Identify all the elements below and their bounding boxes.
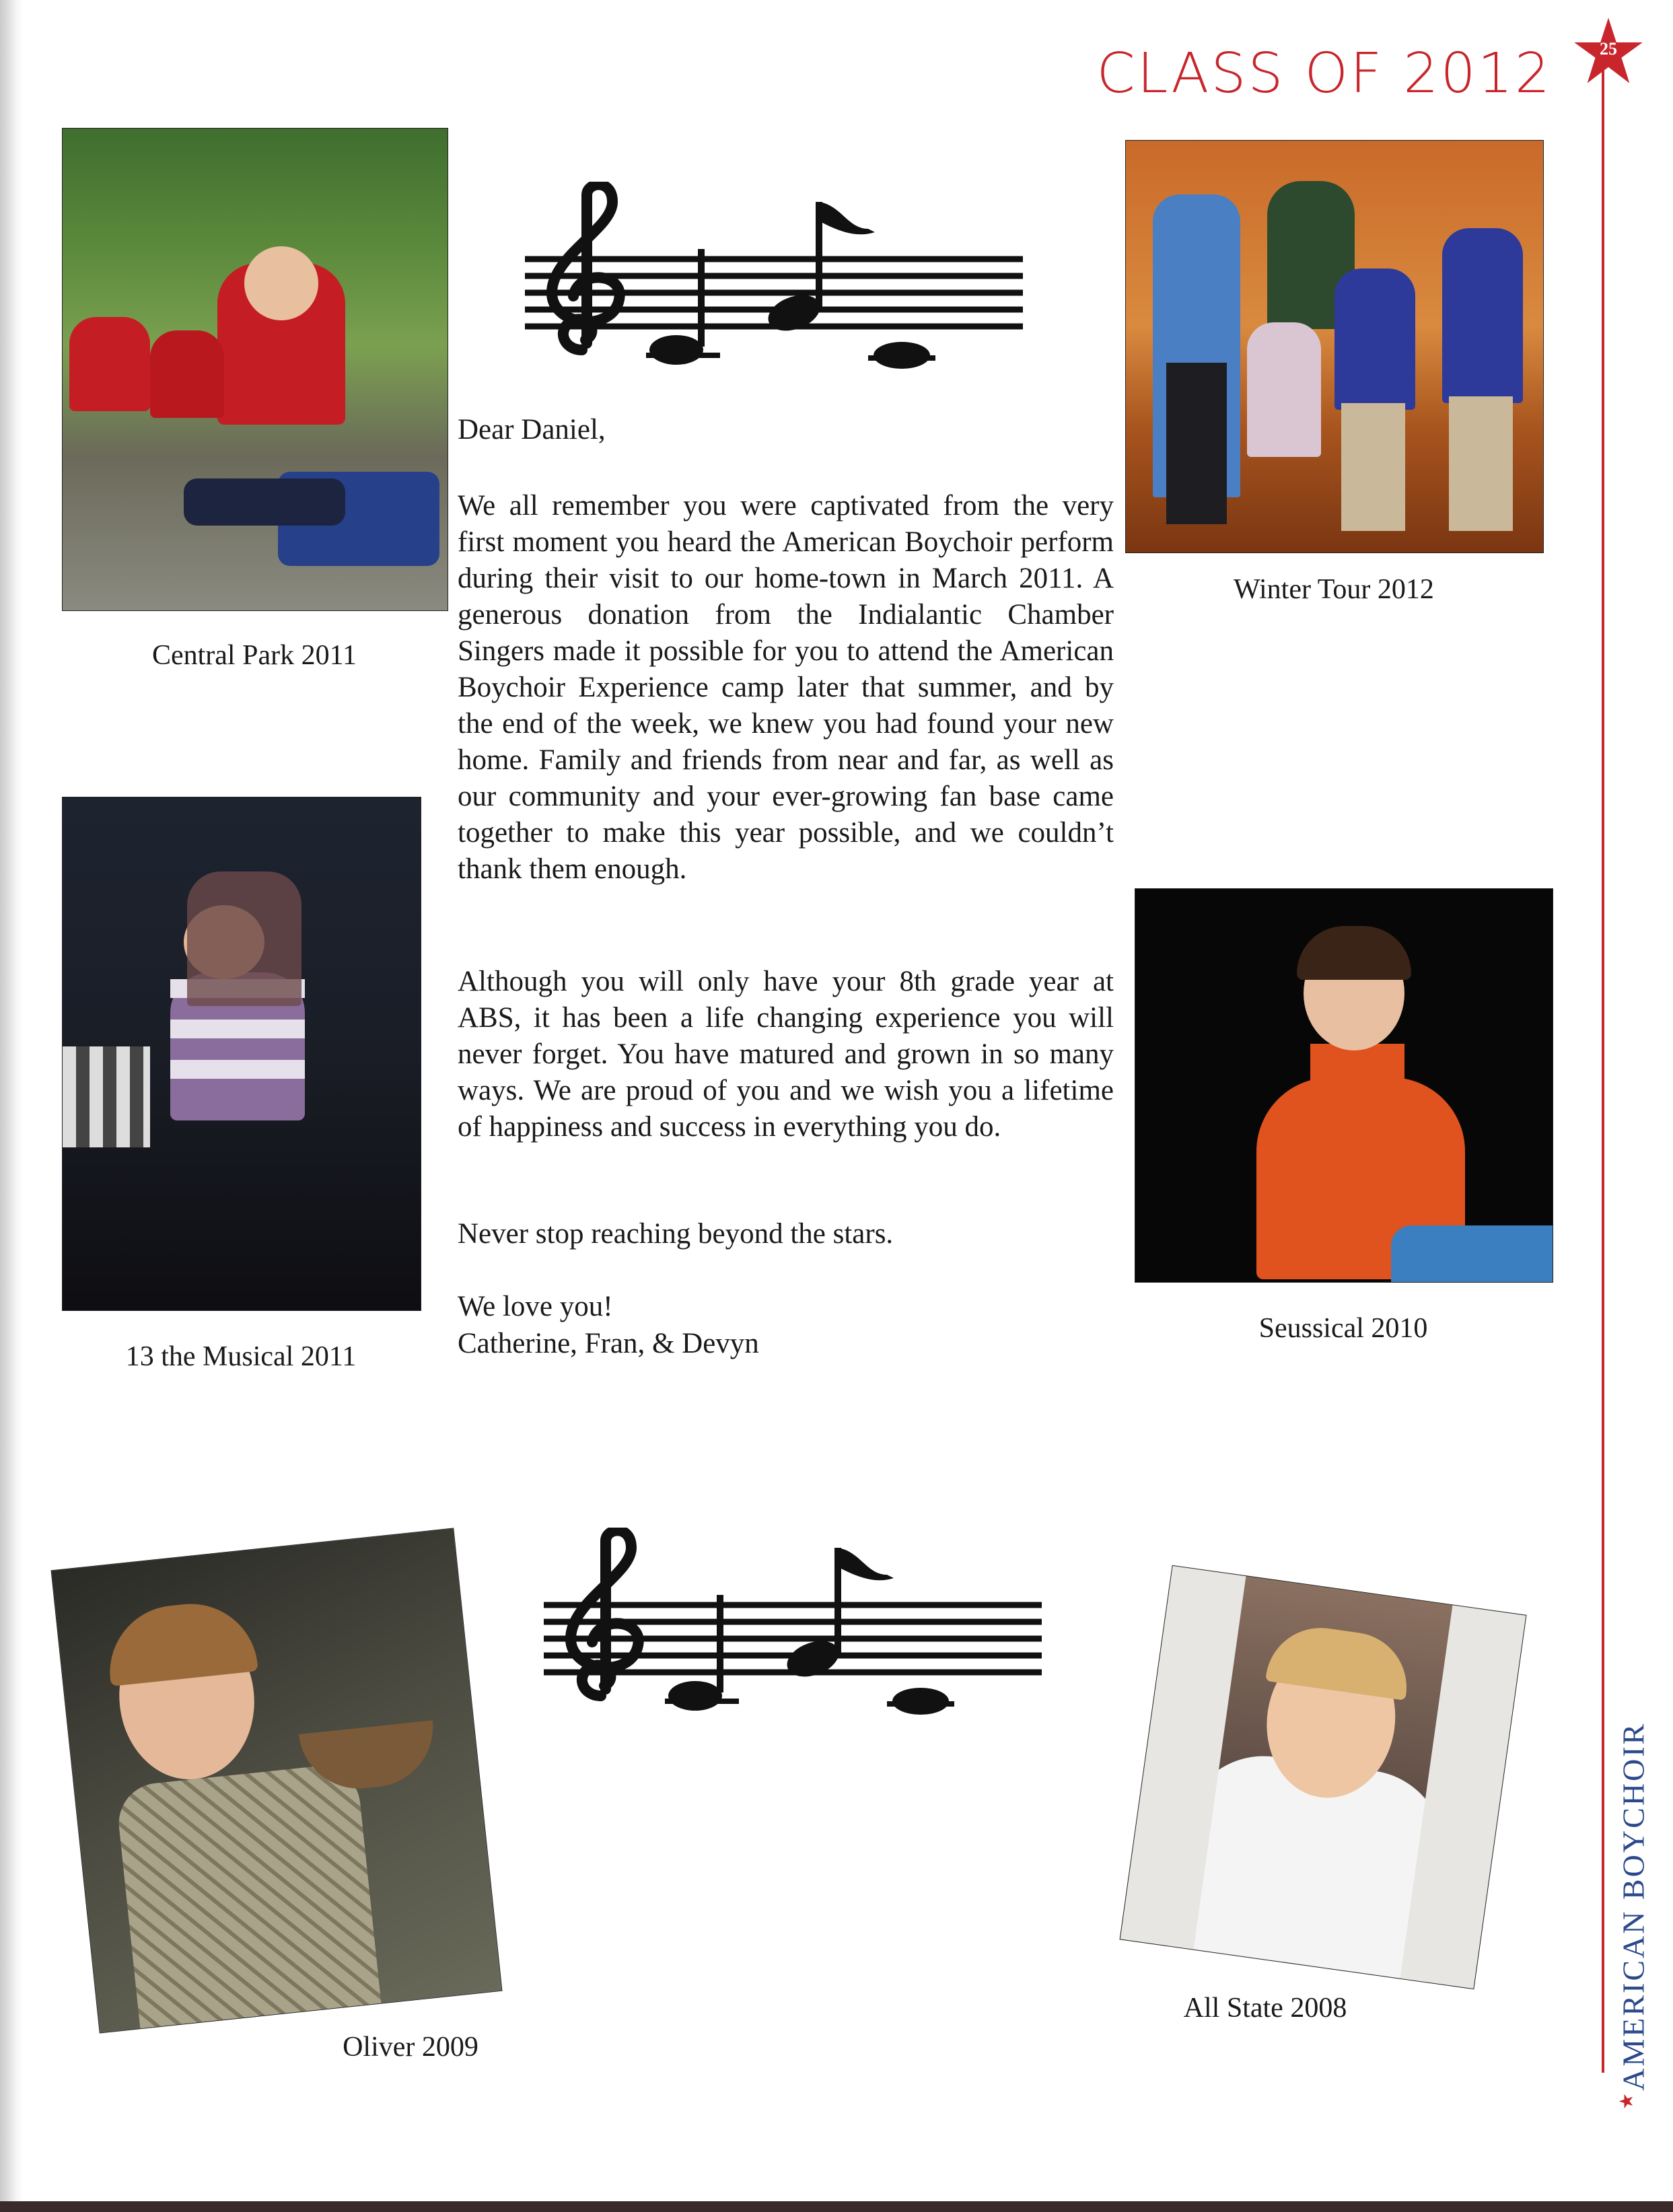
caption-all-state: All State 2008 [1183,1993,1347,2024]
letter-closing: We love you! [458,1291,613,1322]
music-notes-icon [525,182,1023,377]
photo-winter-tour [1125,140,1544,553]
page-bottom-edge [0,2201,1673,2212]
brand-star-icon: ★ [1616,2090,1637,2110]
caption-winter-tour: Winter Tour 2012 [1234,574,1434,605]
photo-all-state [1119,1565,1526,1990]
photo-central-park [62,128,448,611]
page-binding-shadow [0,0,23,2212]
photo-oliver [50,1528,502,2033]
letter-paragraph-1: We all remember you were captivated from the very first moment you heard the American Boychoir perform during their visit to our home-town in March 2011. A generous donation from the Indialantic Chamber Singers made it possible for you to attend the American Boychoir Experience camp later that summer, and by the end of the week, we knew you had found your new home. Family and friends from near and far, as well as our community and your ever-growing fan base came together to make this year possible, and we couldn’t thank them enough. [458,490,1114,885]
margin-rule [1602,67,1604,2073]
letter-salutation: Dear Daniel, [458,414,606,445]
caption-central-park: Central Park 2011 [151,640,357,671]
page-number: 25 [1600,39,1617,59]
brand-label [1615,1722,1651,2110]
letter-signature: Catherine, Fran, & Devyn [458,1328,759,1359]
caption-13-the-musical: 13 the Musical 2011 [125,1341,357,1372]
photo-seussical [1135,888,1553,1283]
photo-13-the-musical [62,797,421,1311]
page-title: CLASS OF 2012 [1096,42,1552,106]
letter-paragraph-3: Never stop reaching beyond the stars. [458,1218,894,1250]
caption-seussical: Seussical 2010 [1258,1313,1428,1344]
brand-text: AMERICAN BOYCHOIR [1616,1721,1651,2091]
letter-paragraph-2: Although you will only have your 8th grade year at ABS, it has been a life changing experience you will never forget. You have matured and grown in so many ways. We are proud of you and we wish you a lifetime of happiness and success in everything you do. [458,966,1114,1143]
caption-oliver: Oliver 2009 [343,2032,478,2063]
music-notes-icon-bottom [544,1528,1042,1723]
